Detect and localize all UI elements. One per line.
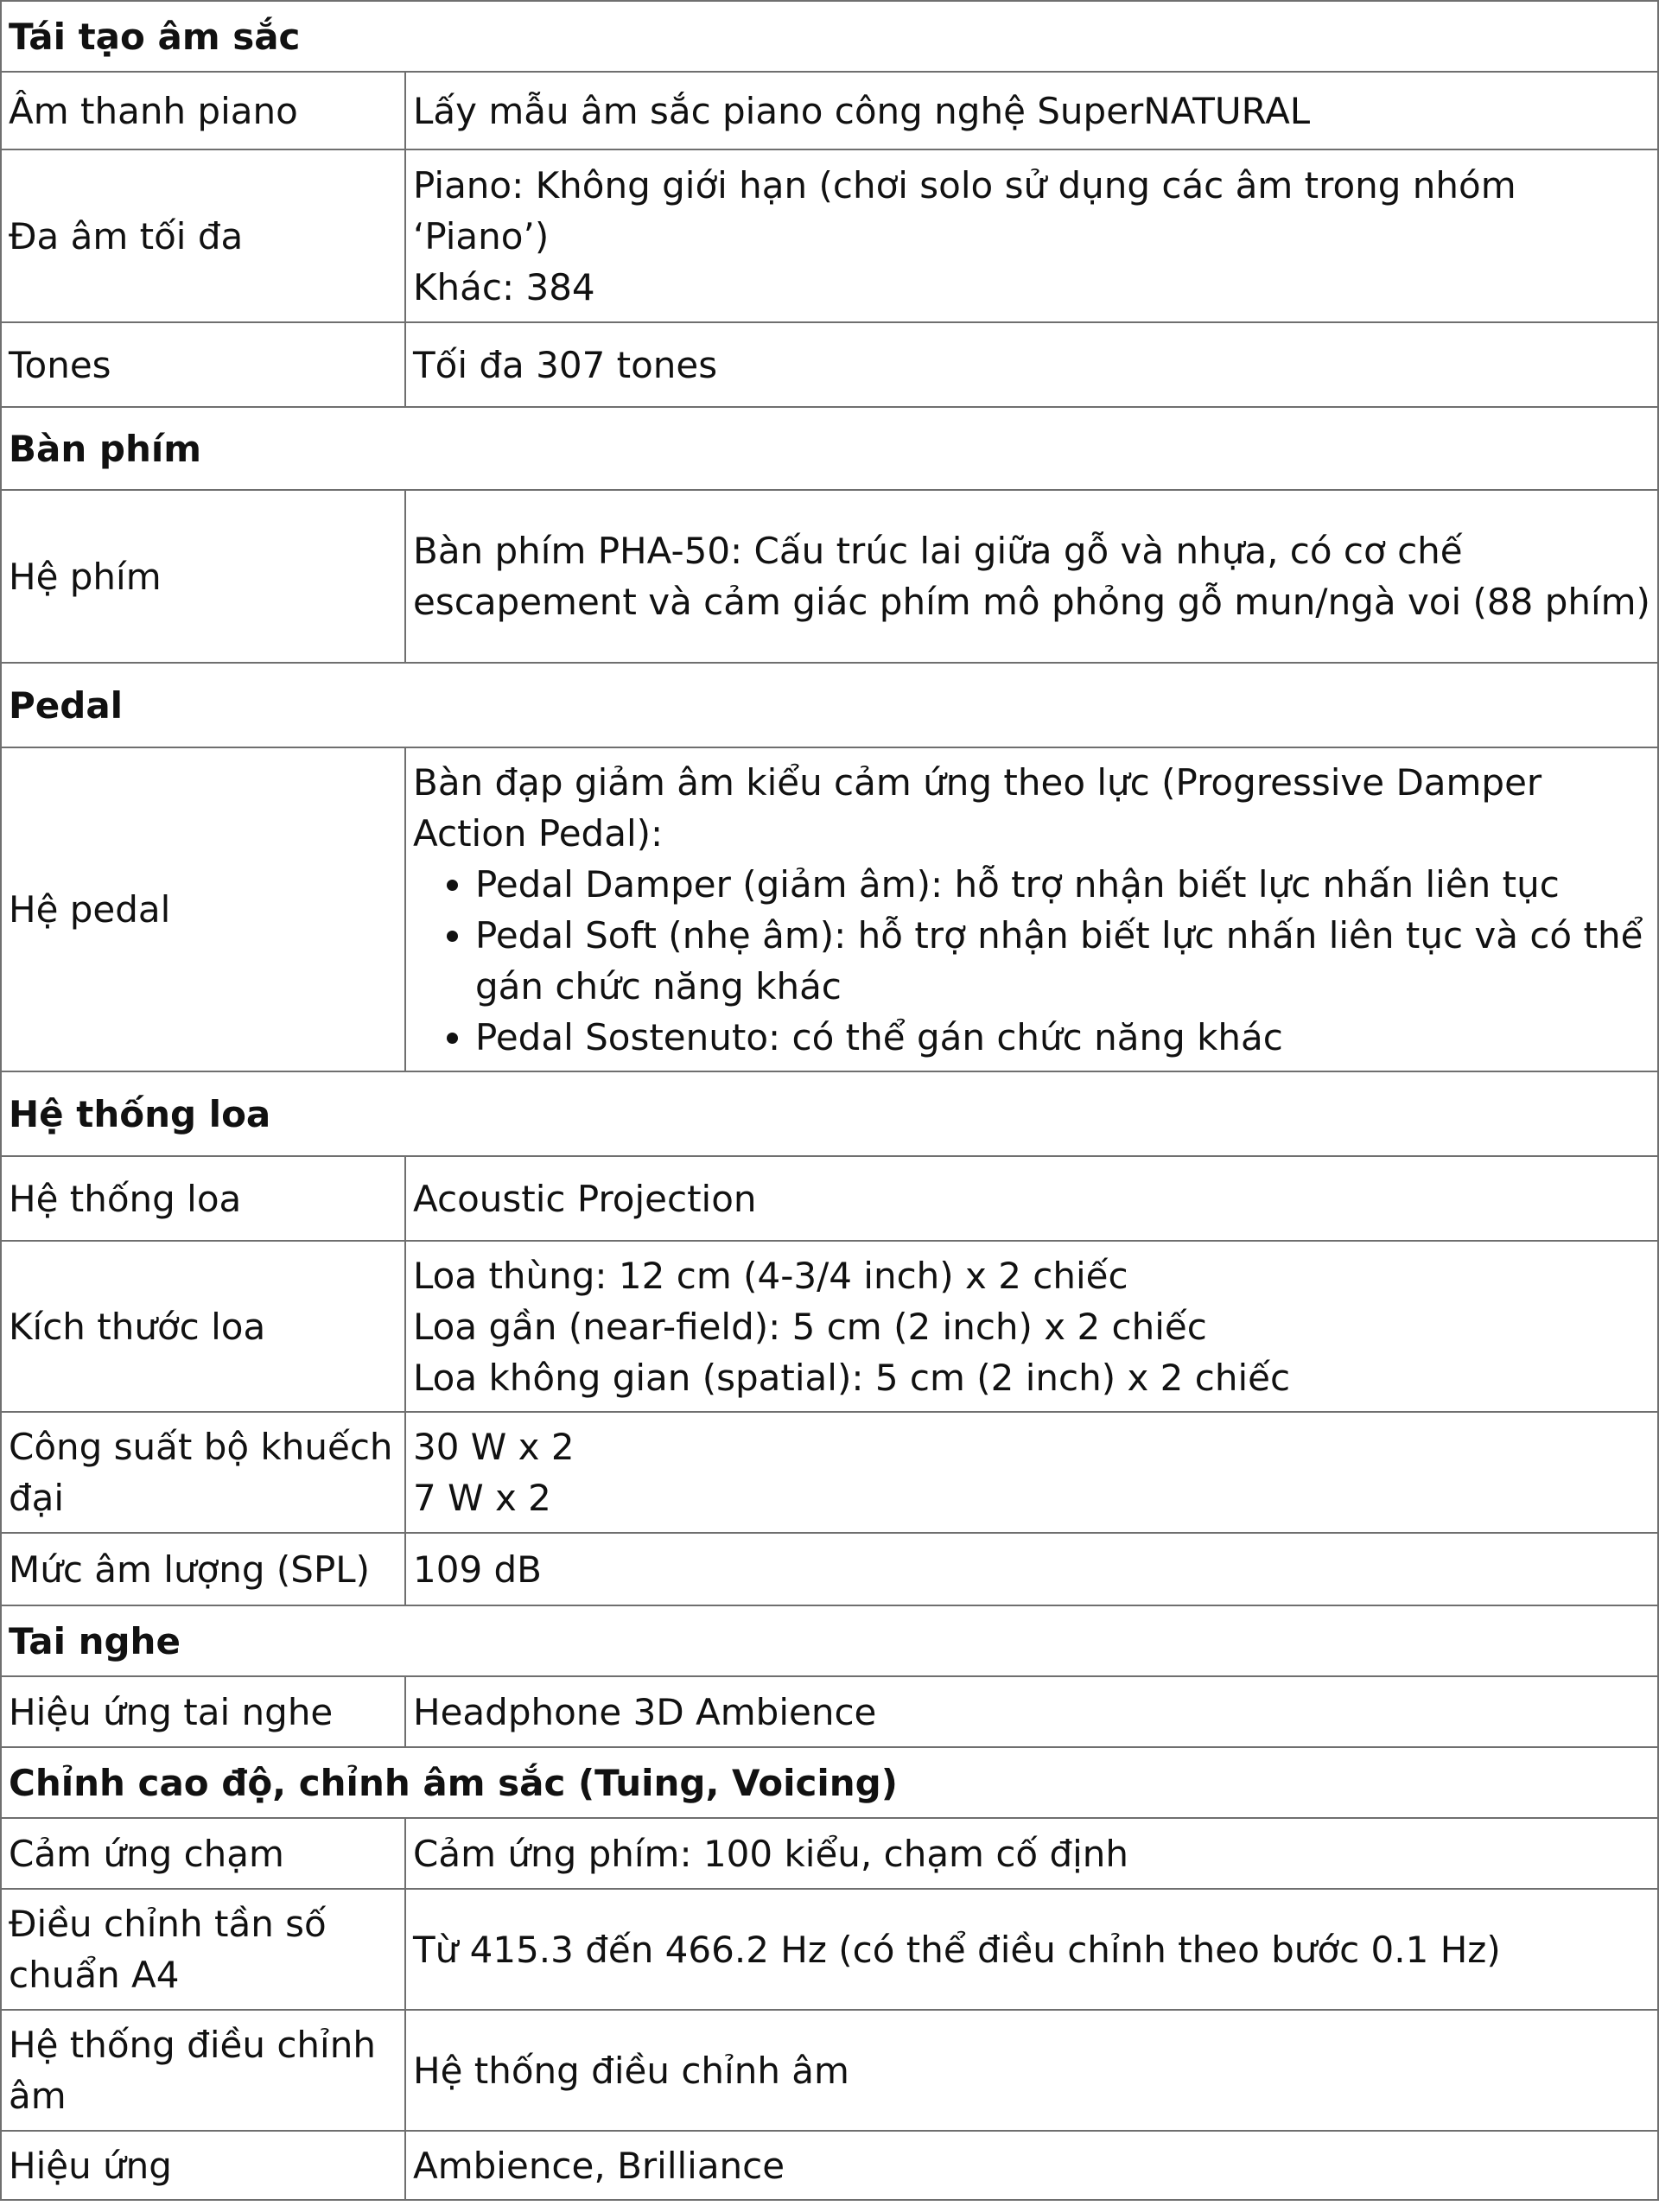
spec-row: [1, 747, 1658, 1071]
spec-value-line: Khác: 384: [413, 265, 595, 308]
spec-row: [1, 1241, 1658, 1412]
spec-label: Hệ phím: [1, 490, 405, 663]
list-item: • Pedal Damper (giảm âm): hỗ trợ nhận biết lực nhấn liên tục: [475, 859, 1650, 910]
spec-value-line: Acoustic Projection: [413, 1177, 757, 1220]
spec-value: [405, 1412, 1658, 1533]
spec-value: [405, 72, 1658, 149]
section-title: Pedal: [1, 663, 1658, 747]
section-header-row: [1, 663, 1658, 747]
spec-value: [405, 2010, 1658, 2131]
spec-label: Hiệu ứng: [1, 2131, 405, 2200]
spec-label: Cảm ứng chạm: [1, 1818, 405, 1889]
spec-row: [1, 1889, 1658, 2010]
spec-value: [405, 1156, 1658, 1241]
spec-row: [1, 1533, 1658, 1605]
spec-value: [405, 1889, 1658, 2010]
spec-label: Tones: [1, 322, 405, 407]
spec-value: [405, 1241, 1658, 1412]
spec-value: [405, 747, 1658, 1071]
spec-value-line: Loa thùng: 12 cm (4-3/4 inch) x 2 chiếc: [413, 1254, 1128, 1297]
pedal-bullet-list: [413, 859, 1650, 1063]
spec-value-line: Lấy mẫu âm sắc piano công nghệ SuperNATURAL: [413, 89, 1311, 132]
spec-value-line: 109 dB: [413, 1548, 542, 1591]
spec-label: Hệ thống điều chỉnh âm: [1, 2010, 405, 2131]
section-title: Bàn phím: [1, 407, 1658, 490]
spec-value-line: Cảm ứng phím: 100 kiểu, chạm cố định: [413, 1832, 1129, 1875]
spec-label: Đa âm tối đa: [1, 149, 405, 322]
spec-row: [1, 149, 1658, 322]
spec-row: [1, 1156, 1658, 1241]
spec-value-line: Từ 415.3 đến 466.2 Hz (có thể điều chỉnh theo bước 0.1 Hz): [413, 1928, 1501, 1971]
list-item: • Pedal Sostenuto: có thể gán chức năng khác: [475, 1012, 1650, 1063]
spec-value-line: Tối đa 307 tones: [413, 343, 718, 386]
section-header-row: [1, 1605, 1658, 1676]
spec-value: [405, 490, 1658, 663]
spec-value: [405, 322, 1658, 407]
section-title: Tái tạo âm sắc: [1, 1, 1658, 72]
spec-value-line: Headphone 3D Ambience: [413, 1690, 877, 1733]
spec-label: Hệ pedal: [1, 747, 405, 1071]
spec-value-line: Hệ thống điều chỉnh âm: [413, 2049, 849, 2092]
spec-value-line: Bàn phím PHA-50: Cấu trúc lai giữa gỗ và nhựa, có cơ chế escapement và cảm giác phím mô phỏng gỗ mun/ngà voi (88 phím): [413, 530, 1650, 623]
spec-row: [1, 1818, 1658, 1889]
spec-value-line: Piano: Không giới hạn (chơi solo sử dụng các âm trong nhóm ‘Piano’): [413, 163, 1516, 257]
section-title: Tai nghe: [1, 1605, 1658, 1676]
spec-row: [1, 1412, 1658, 1533]
spec-value-line: 30 W x 2: [413, 1426, 575, 1468]
section-title: Hệ thống loa: [1, 1071, 1658, 1156]
list-item: • Pedal Soft (nhẹ âm): hỗ trợ nhận biết lực nhấn liên tục và có thể gán chức năng khác: [475, 910, 1650, 1012]
spec-row: [1, 2010, 1658, 2131]
spec-value-intro: Bàn đạp giảm âm kiểu cảm ứng theo lực (Progressive Damper Action Pedal):: [413, 760, 1542, 855]
spec-row: [1, 322, 1658, 407]
section-header-row: [1, 1071, 1658, 1156]
spec-value-line: Loa gần (near-field): 5 cm (2 inch) x 2 chiếc: [413, 1305, 1207, 1348]
spec-value: [405, 149, 1658, 322]
spec-row: [1, 2131, 1658, 2200]
section-header-row: [1, 407, 1658, 490]
spec-value-line: Loa không gian (spatial): 5 cm (2 inch) x 2 chiếc: [413, 1356, 1291, 1399]
spec-value-line: 7 W x 2: [413, 1477, 551, 1519]
spec-row: [1, 72, 1658, 149]
spec-row: [1, 490, 1658, 663]
section-header-row: [1, 1747, 1658, 1818]
spec-label: Công suất bộ khuếch đại: [1, 1412, 405, 1533]
section-header-row: [1, 1, 1658, 72]
spec-label: Điều chỉnh tần số chuẩn A4: [1, 1889, 405, 2010]
spec-label: Hiệu ứng tai nghe: [1, 1676, 405, 1747]
spec-row: [1, 1676, 1658, 1747]
spec-value: [405, 2131, 1658, 2200]
spec-value: [405, 1533, 1658, 1605]
spec-label: Âm thanh piano: [1, 72, 405, 149]
spec-label: Kích thước loa: [1, 1241, 405, 1412]
section-title: Chỉnh cao độ, chỉnh âm sắc (Tuing, Voicing): [1, 1747, 1658, 1818]
spec-label: Mức âm lượng (SPL): [1, 1533, 405, 1605]
spec-value: [405, 1818, 1658, 1889]
spec-value: [405, 1676, 1658, 1747]
spec-label: Hệ thống loa: [1, 1156, 405, 1241]
spec-value-line: Ambience, Brilliance: [413, 2144, 785, 2187]
